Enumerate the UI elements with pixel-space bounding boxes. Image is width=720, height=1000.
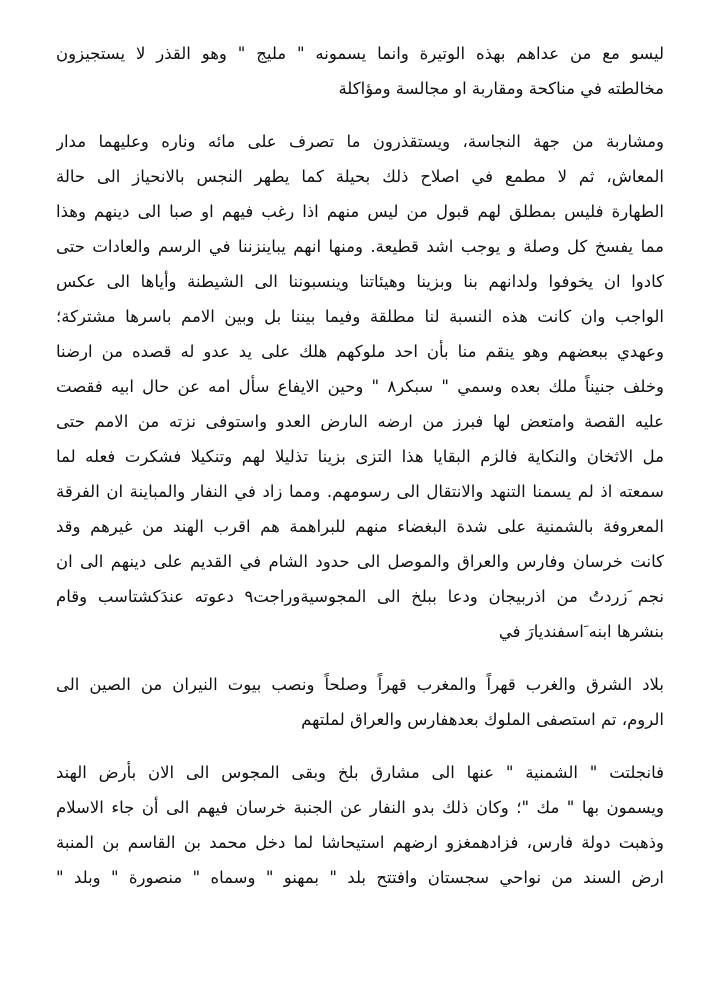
- paragraph-4: [56, 755, 664, 895]
- text-line: ليسو مع من عداهم بهذه الوتيرة وانما يسمونه " مليج " وهو القذر لا يستجيزون: [56, 44, 664, 63]
- text-line: وذهبت دولة فارس، فزادهمغزو ارضهم استيحاشا لما دخل محمد بن القاسم بن المنبة: [56, 833, 664, 852]
- text-line: بنشرها ابنه َاسفنديارَ في: [498, 622, 664, 641]
- text-line: وخلف جنيناً ملك بعده وسمي " سبكر٨ " وحين الايفاع سأل امه عن حال ابيه فقصت: [56, 377, 664, 396]
- paragraph-gap: [56, 737, 664, 755]
- text-line: الواجب وان كانت هذه النسبة لنا مطلقة وفيما بيننا بل وبين الامم باسرها مشتركة؛: [56, 307, 664, 326]
- paragraph-3: [56, 667, 664, 737]
- text-line: مما يفسخ كل وصلة و يوجب اشد قطيعة. ومنها انهم يباينزننا في الرسم والعادات حتى: [56, 237, 664, 256]
- text-line: بلاد الشرق والغرب قهراً والمغرب قهراً وصلحاً ونصب بيوت النيران من الصين الى: [56, 675, 664, 694]
- paragraph-2: [56, 124, 664, 649]
- text-line: فانجلتت " الشمنية " عنها الى مشارق بلخ وبقى المجوس الى الان بأرض الهند: [56, 763, 664, 782]
- text-line: سمعته اذ لم يسمنا التنهد والانتقال الى رسومهم. ومما زاد في النفار والمباينة ان الفرقة: [56, 482, 664, 501]
- text-line: عليه القصة وامتعض لها فبرز من ارضه الىارض العدو واستوفى نزته من الامم حتى: [56, 412, 664, 431]
- text-line: ومشاربة من جهة النجاسة، ويستقذرون ما تصرف على مائه وناره وعليهما مدار: [56, 132, 664, 151]
- text-line: كانت خرسان وفارس والعراق والموصل الى حدود الشام في القديم على دينهم الى ان: [56, 552, 664, 571]
- text-line: وعهدي ببعضهم وهو ينقم منا بأن احد ملوكهم هلك على يد عدو له قصده من ارضنا: [56, 342, 664, 361]
- text-line: مل الاثخان والنكاية فالزم البقايا هذا التزى بزينا تذليلا لهم وتنكيلا فشكرت فعله لما: [56, 447, 664, 466]
- text-line: كادوا ان يخوفوا ولدانهم بنا وبزينا وهيئاتنا وينسبوننا الى الشيطنة وأياها الى عكس: [56, 272, 664, 291]
- text-line: المعروفة بالشمنية على شدة البغضاء منهم للبراهمة هم اقرب الهند من غيرهم وقد: [56, 517, 664, 536]
- paragraph-gap: [56, 649, 664, 667]
- text-line: مخالطته في مناكحة ومقاربة او مجالسة ومؤاكلة: [338, 79, 664, 98]
- text-line: ارض السند من نواحي سجستان وافتتح بلد " بمهنو " وسماه " منصورة " وبلد ": [56, 868, 664, 887]
- text-line: المعاش، ثم لا مطمع في اصلاح ذلك بحيلة كما يطهر النجس بالانحياز الى حالة: [56, 167, 664, 186]
- text-line: نجم َزردتُ من اذربيجان ودعا ببلخ الى المجوسيةوراجت٩ دعوته عندَكشتاسب وقام: [56, 587, 664, 606]
- text-line: الروم، تم استصفى الملوك بعدهفارس والعراق لملتهم: [301, 710, 664, 729]
- paragraph-1: [56, 36, 664, 106]
- text-line: ويسمون بها " مك "؛ وكان ذلك بدو النفار عن الجنبة خرسان فيهم الى أن جاء الاسلام: [56, 798, 664, 817]
- paragraph-gap: [56, 106, 664, 124]
- text-line: الطهارة فليس بمطلق لهم قبول من ليس منهم اذا رغب فيهم او صبا الى دينهم وهذا: [56, 202, 664, 221]
